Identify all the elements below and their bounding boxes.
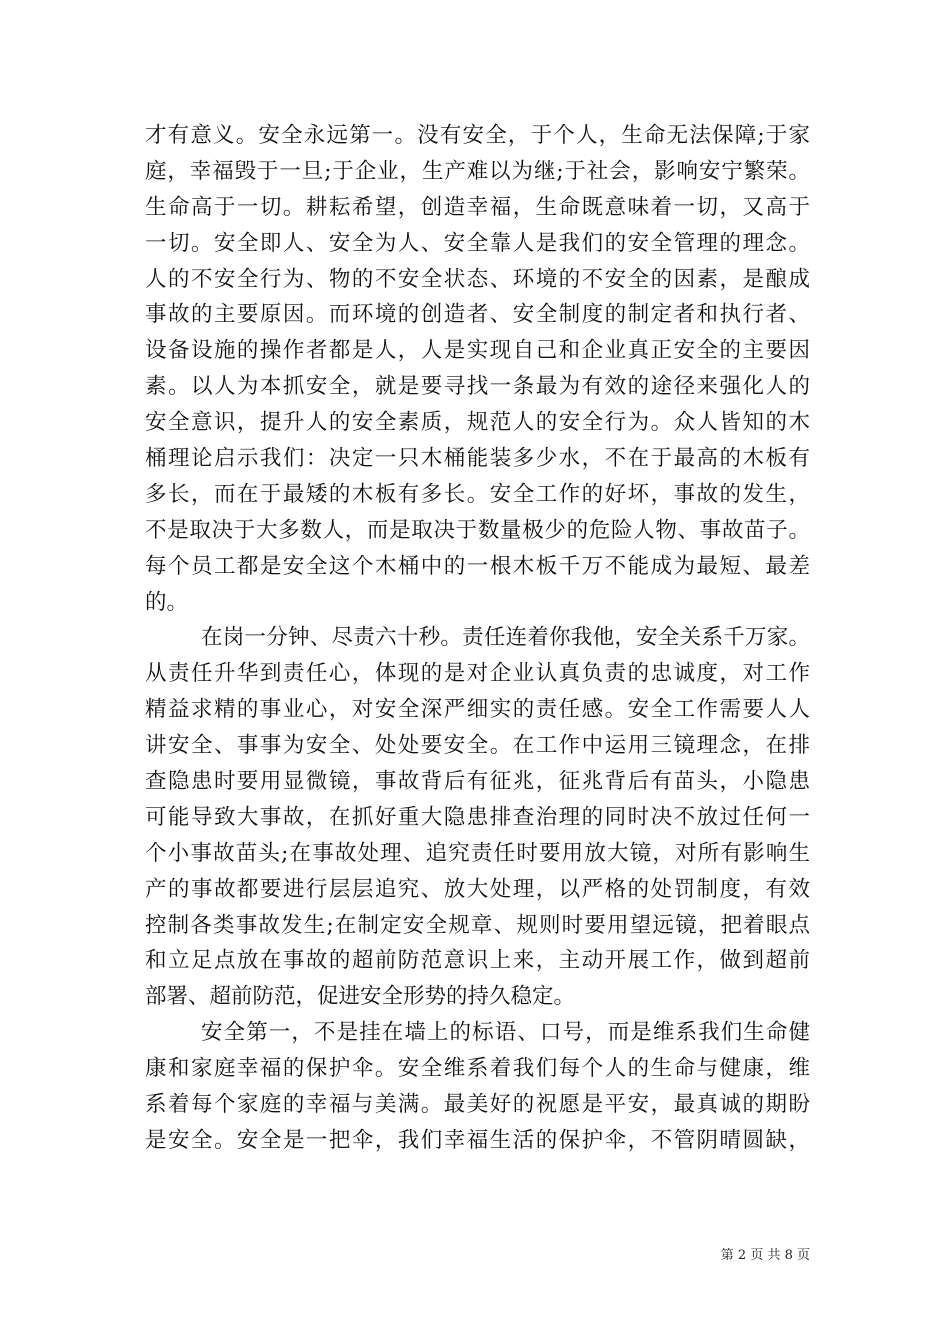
text-line: 部署、超前防范，促进安全形势的持久稳定。 — [145, 984, 576, 1010]
text-line: 多长，而在于最矮的木板有多长。安全工作的好坏，事故的发生， — [145, 481, 810, 507]
text-line: 可能导致大事故，在抓好重大隐患排查治理的同时决不放过任何一 — [145, 804, 810, 830]
page-number-footer: 第 2 页 共 8 页 — [720, 1248, 810, 1263]
text-line: 产的事故都要进行层层追究、放大处理，以严格的处罚制度，有效 — [145, 876, 810, 902]
body-text — [145, 118, 810, 1159]
text-line: 桶理论启示我们：决定一只木桶能装多少水，不在于最高的木板有 — [145, 446, 810, 472]
text-line: 设备设施的操作者都是人，人是实现自己和企业真正安全的主要因 — [145, 338, 810, 364]
text-line: 每个员工都是安全这个木桶中的一根木板千万不能成为最短、最差 — [145, 553, 810, 579]
text-line: 人的不安全行为、物的不安全状态、环境的不安全的因素，是酿成 — [145, 266, 810, 292]
text-line: 精益求精的事业心，对安全深严细实的责任感。安全工作需要人人 — [145, 697, 810, 723]
text-line: 不是取决于大多数人，而是取决于数量极少的危险人物、事故苗子。 — [145, 517, 810, 543]
text-line: 才有意义。安全永远第一。没有安全，于个人，生命无法保障;于家 — [145, 123, 810, 148]
text-line: 事故的主要原因。而环境的创造者、安全制度的制定者和执行者、 — [145, 302, 810, 328]
text-line: 康和家庭幸福的保护伞。安全维系着我们每个人的生命与健康，维 — [145, 1056, 810, 1082]
text-line: 一切。安全即人、安全为人、安全靠人是我们的安全管理的理念。 — [145, 230, 810, 256]
text-line: 从责任升华到责任心，体现的是对企业认真负责的忠诚度，对工作 — [145, 661, 810, 687]
text-line: 庭，幸福毁于一旦;于企业，生产难以为继;于社会，影响安宁繁荣。 — [145, 158, 810, 184]
text-line: 系着每个家庭的幸福与美满。最美好的祝愿是平安，最真诚的期盼 — [145, 1092, 810, 1118]
text-line: 查隐患时要用显微镜，事故背后有征兆，征兆背后有苗头，小隐患 — [145, 769, 810, 795]
text-line: 是安全。安全是一把伞，我们幸福生活的保护伞，不管阴晴圆缺， — [145, 1127, 810, 1153]
text-line: 和立足点放在事故的超前防范意识上来，主动开展工作，做到超前 — [145, 948, 810, 974]
text-line: 个小事故苗头;在事故处理、追究责任时要用放大镜，对所有影响生 — [145, 840, 810, 866]
text-line: 讲安全、事事为安全、处处要安全。在工作中运用三镜理念，在排 — [145, 733, 810, 759]
text-line: 在岗一分钟、尽责六十秒。责任连着你我他，安全关系千万家。 — [201, 625, 810, 651]
text-line: 安全意识，提升人的安全素质，规范人的安全行为。众人皆知的木 — [145, 410, 810, 436]
text-line: 安全第一，不是挂在墙上的标语、口号，而是维系我们生命健 — [201, 1020, 810, 1046]
text-line: 生命高于一切。耕耘希望，创造幸福，生命既意味着一切，又高于 — [145, 194, 810, 220]
text-line: 的。 — [145, 589, 189, 615]
text-line: 控制各类事故发生;在制定安全规章、规则时要用望远镜，把着眼点 — [145, 912, 810, 938]
text-line: 素。以人为本抓安全，就是要寻找一条最为有效的途径来强化人的 — [145, 374, 810, 400]
